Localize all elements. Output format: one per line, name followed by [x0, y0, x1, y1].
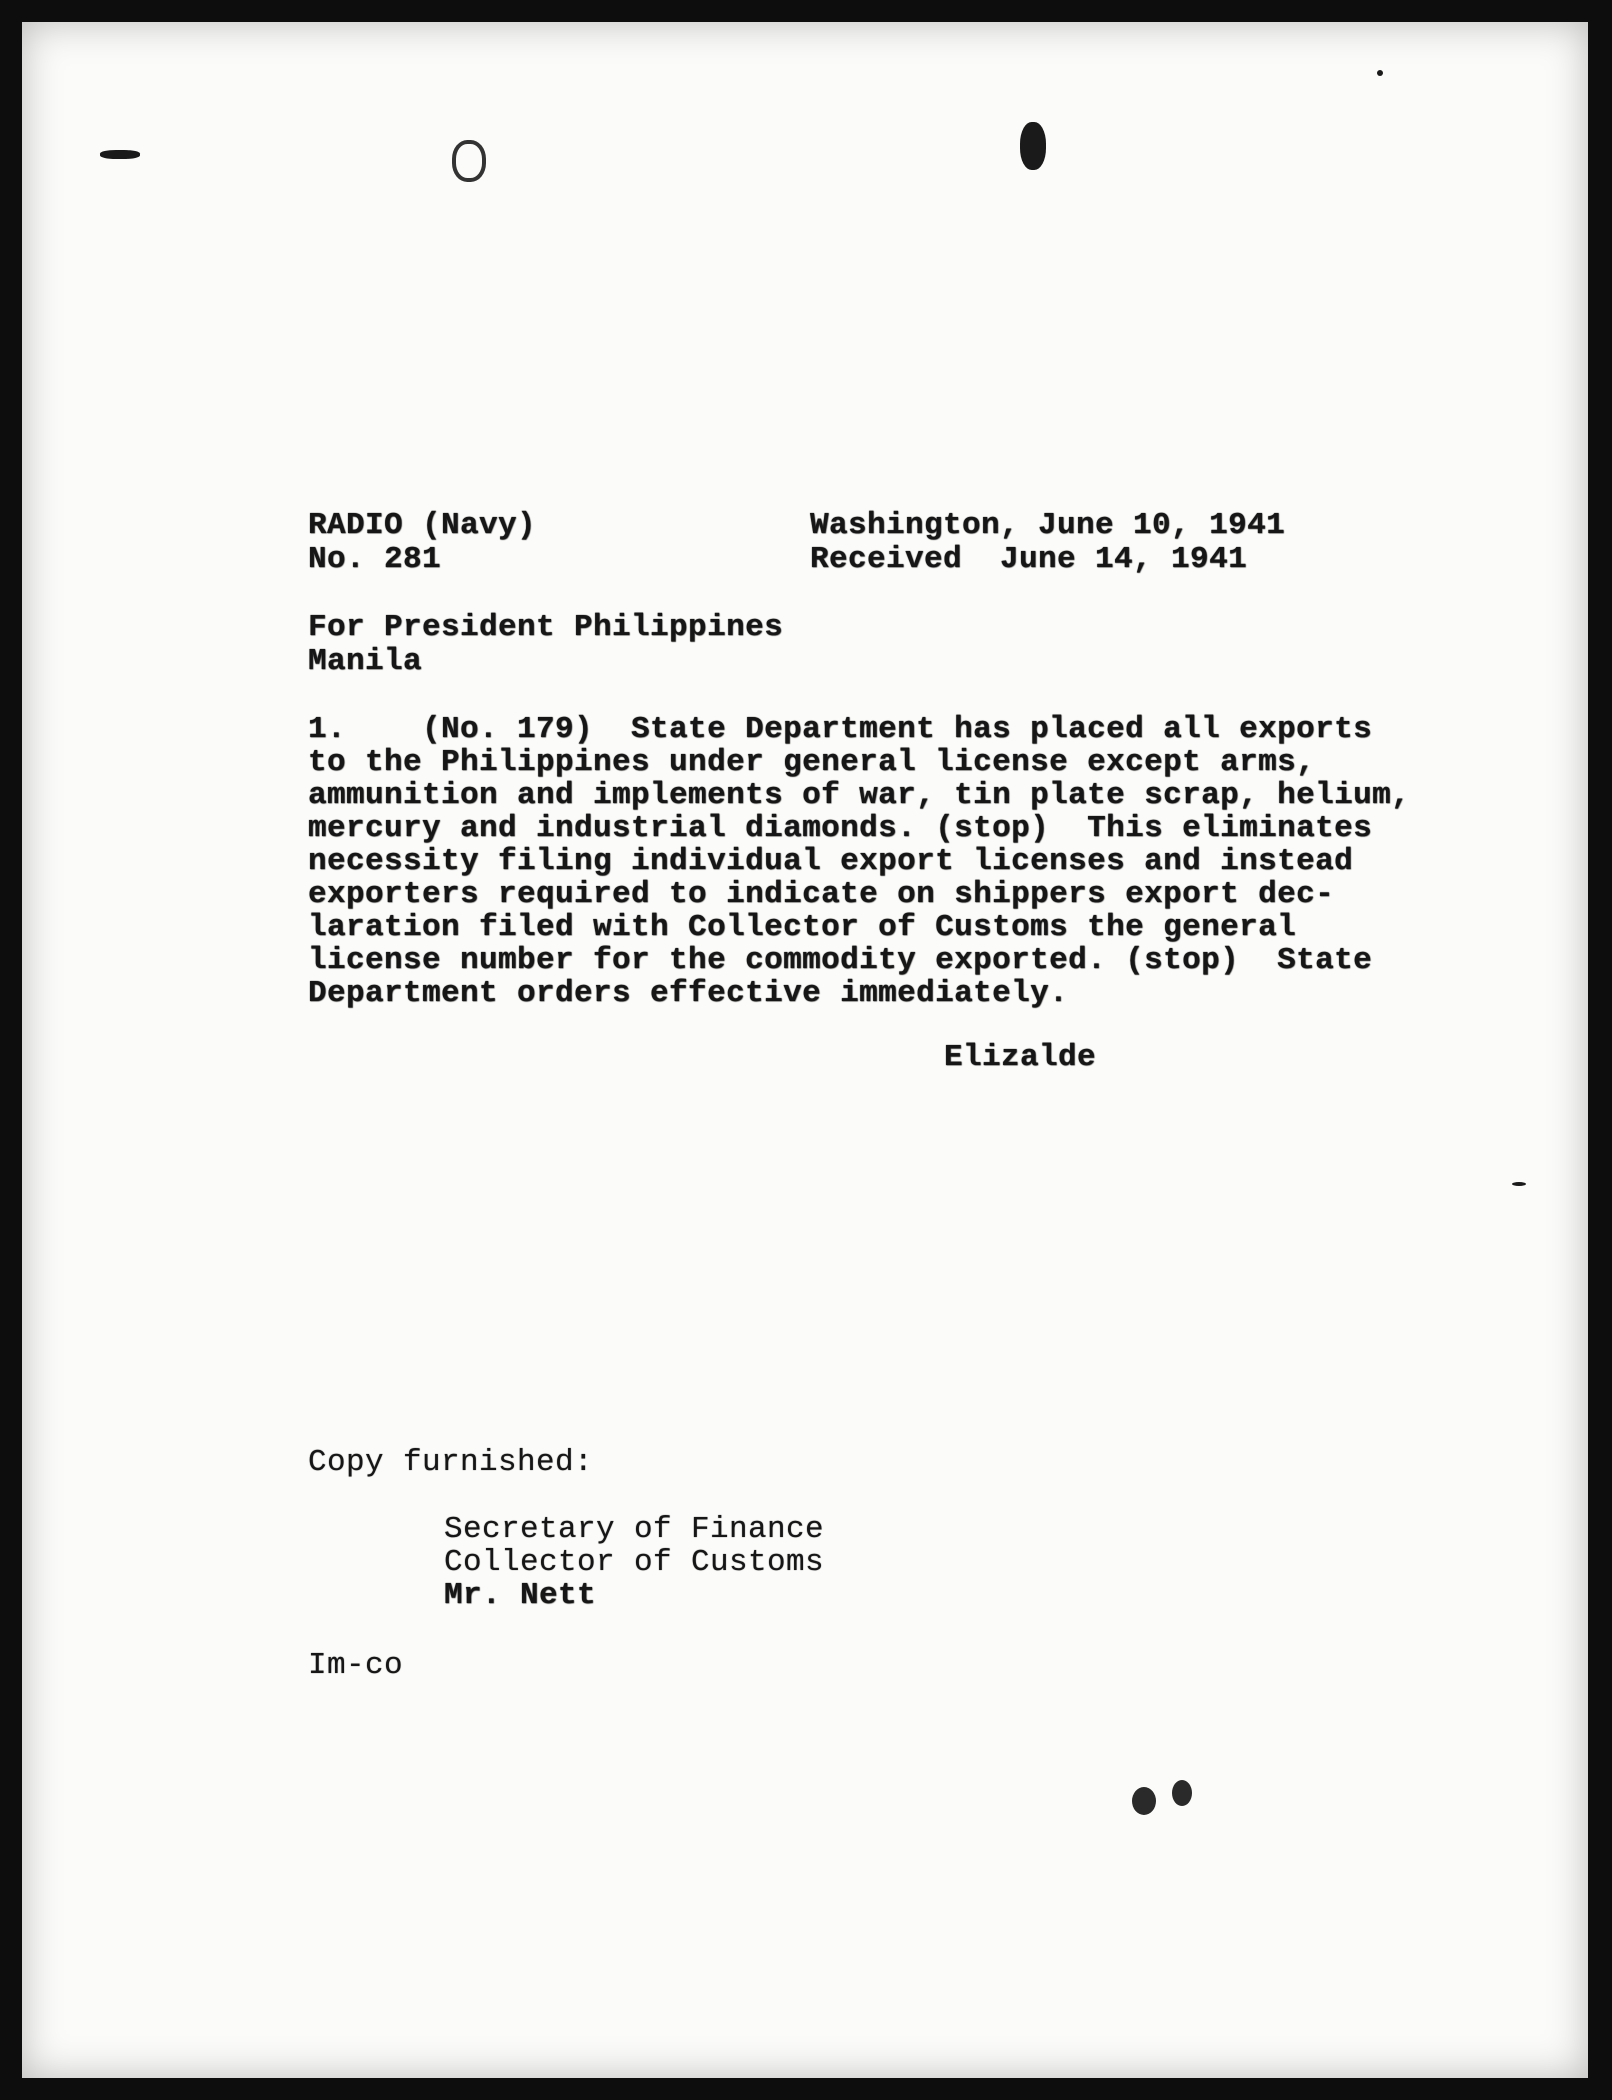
smudge-mark: [452, 140, 486, 182]
smudge-mark: [100, 150, 140, 159]
message-number: No. 281: [308, 542, 442, 577]
copy-recipient: Collector of Customs: [444, 1545, 825, 1580]
body-line: exporters required to indicate on shippers export dec-: [308, 877, 1335, 912]
dot-mark: [1512, 1182, 1526, 1186]
smudge-mark: [1172, 1780, 1192, 1806]
body-line: to the Philippines under general license except arms,: [308, 745, 1316, 780]
body-line: ammunition and implements of war, tin plate scrap, helium,: [308, 778, 1411, 813]
received-date: Received June 14, 1941: [810, 542, 1248, 577]
document-page: [22, 22, 1588, 2078]
copy-recipient: Secretary of Finance: [444, 1512, 825, 1547]
body-line: mercury and industrial diamonds. (stop) This eliminates: [308, 811, 1373, 846]
smudge-mark: [1132, 1787, 1156, 1815]
copy-recipient: Mr. Nett: [444, 1578, 597, 1613]
typist-initials: Im-co: [308, 1648, 404, 1683]
addressee-city: Manila: [308, 644, 423, 679]
sent-date: Washington, June 10, 1941: [810, 508, 1286, 543]
signature: Elizalde: [944, 1040, 1097, 1075]
dot-mark: [1377, 70, 1383, 76]
body-line: Department orders effective immediately.: [308, 976, 1069, 1011]
body-line: laration filed with Collector of Customs the general: [308, 910, 1297, 945]
copy-furnished-heading: Copy furnished:: [308, 1445, 594, 1480]
body-line: 1. (No. 179) State Department has placed all exports: [308, 712, 1373, 747]
body-line: license number for the commodity exported. (stop) State: [308, 943, 1373, 978]
smudge-mark: [1020, 122, 1046, 170]
addressee-line: For President Philippines: [308, 610, 784, 645]
body-line: necessity filing individual export licenses and instead: [308, 844, 1354, 879]
radio-heading: RADIO (Navy): [308, 508, 537, 543]
